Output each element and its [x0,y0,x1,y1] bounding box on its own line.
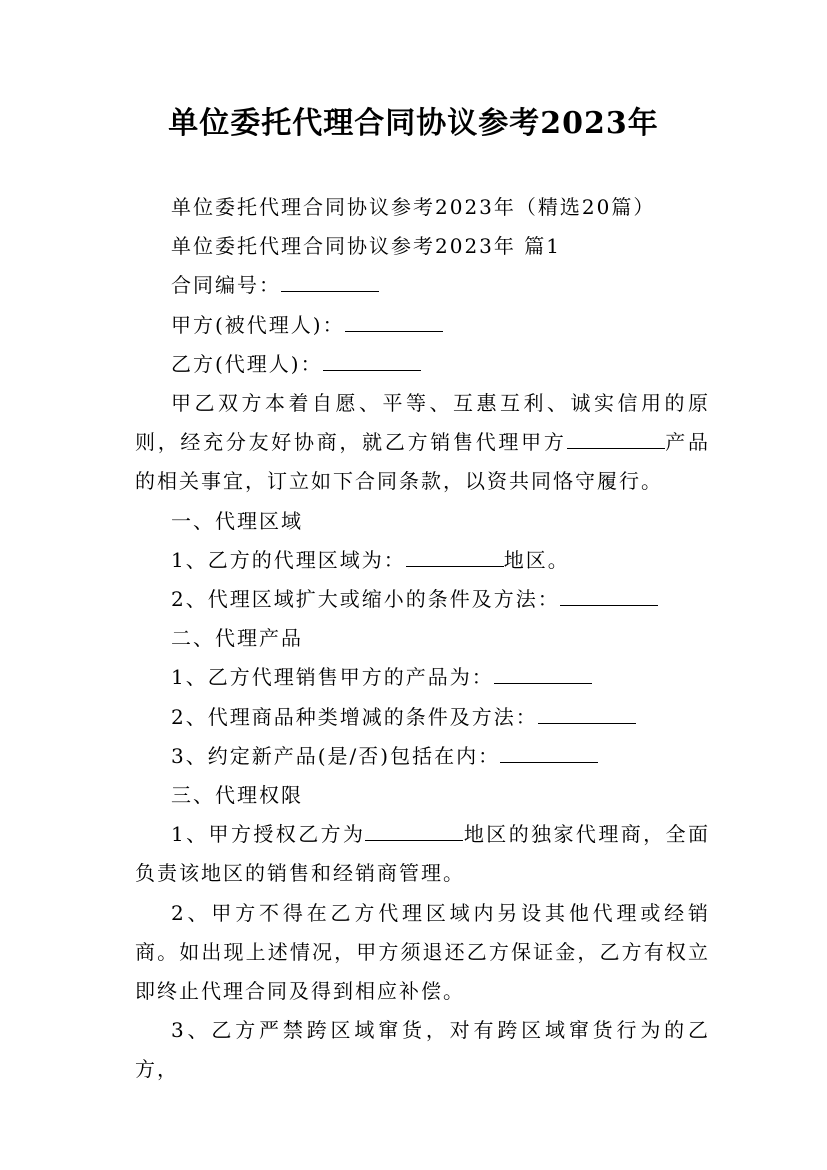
clause-authority-3: 3、乙方严禁跨区域窜货，对有跨区域窜货行为的乙方， [135,1018,710,1082]
product-blank [567,428,665,449]
intro-text-b: 产品的相关事宜，订立如下合同条款，以资共同恪守履行。 [135,430,711,494]
clause-authority-1-b: 地区的独家代理商，全面负责该地区的销售和经销商管理。 [135,822,710,886]
clause-region-2-text: 2、代理区域扩大或缩小的条件及方法： [171,587,560,612]
contract-number-blank [281,271,379,292]
contract-number-label: 合同编号： [171,273,281,298]
product-name-blank [494,663,592,684]
subtitle-line: 单位委托代理合同协议参考2023年（精选20篇） [171,195,656,219]
party-a-blank [345,311,443,332]
document-title: 单位委托代理合同协议参考2023年 [168,106,659,141]
intro-text-a: 甲乙双方本着自愿、平等、互惠互利、诚实信用的原则，经充分友好协商，就乙方销售代理甲方 [135,391,710,455]
section-heading-product: 二、代理产品 [171,626,303,651]
clause-authority-1-a: 1、甲方授权乙方为 [171,822,366,847]
party-b-line [135,345,710,384]
region-blank [406,546,504,567]
party-a-label: 甲方(被代理人)： [171,312,345,337]
clause-region-2 [135,580,710,619]
clause-product-3-text: 3、约定新产品(是/否)包括在内： [171,743,501,768]
clause-product-1-text: 1、乙方代理销售甲方的产品为： [171,665,494,690]
party-a-line [135,306,710,345]
clause-product-2-text: 2、代理商品种类增减的条件及方法： [171,704,538,729]
clause-authority-1 [135,815,710,893]
party-b-blank [323,350,421,371]
clause-region-1-b: 地区。 [503,547,570,572]
party-b-label: 乙方(代理人)： [171,351,323,376]
clause-region-1 [135,541,710,580]
clause-region-1-a: 1、乙方的代理区域为： [171,547,406,572]
contract-number-line [135,266,710,305]
clause-product-3 [135,737,710,776]
document-body [135,188,710,1090]
clause-authority-2: 2、甲方不得在乙方代理区域内另设其他代理或经销商。如出现上述情况，甲方须退还乙方保证金，乙方有权立即终止代理合同及得到相应补偿。 [135,900,710,1004]
clause-product-1 [135,658,710,697]
section-heading-authority: 三、代理权限 [171,783,303,808]
clause-product-2 [135,698,710,737]
intro-paragraph [135,384,710,502]
region-change-blank [560,585,658,606]
exclusive-region-blank [365,820,463,841]
section-heading-1: 单位委托代理合同协议参考2023年 篇1 [171,234,561,259]
product-change-blank [538,703,636,724]
section-heading-region: 一、代理区域 [171,508,303,533]
new-product-blank [500,742,598,763]
